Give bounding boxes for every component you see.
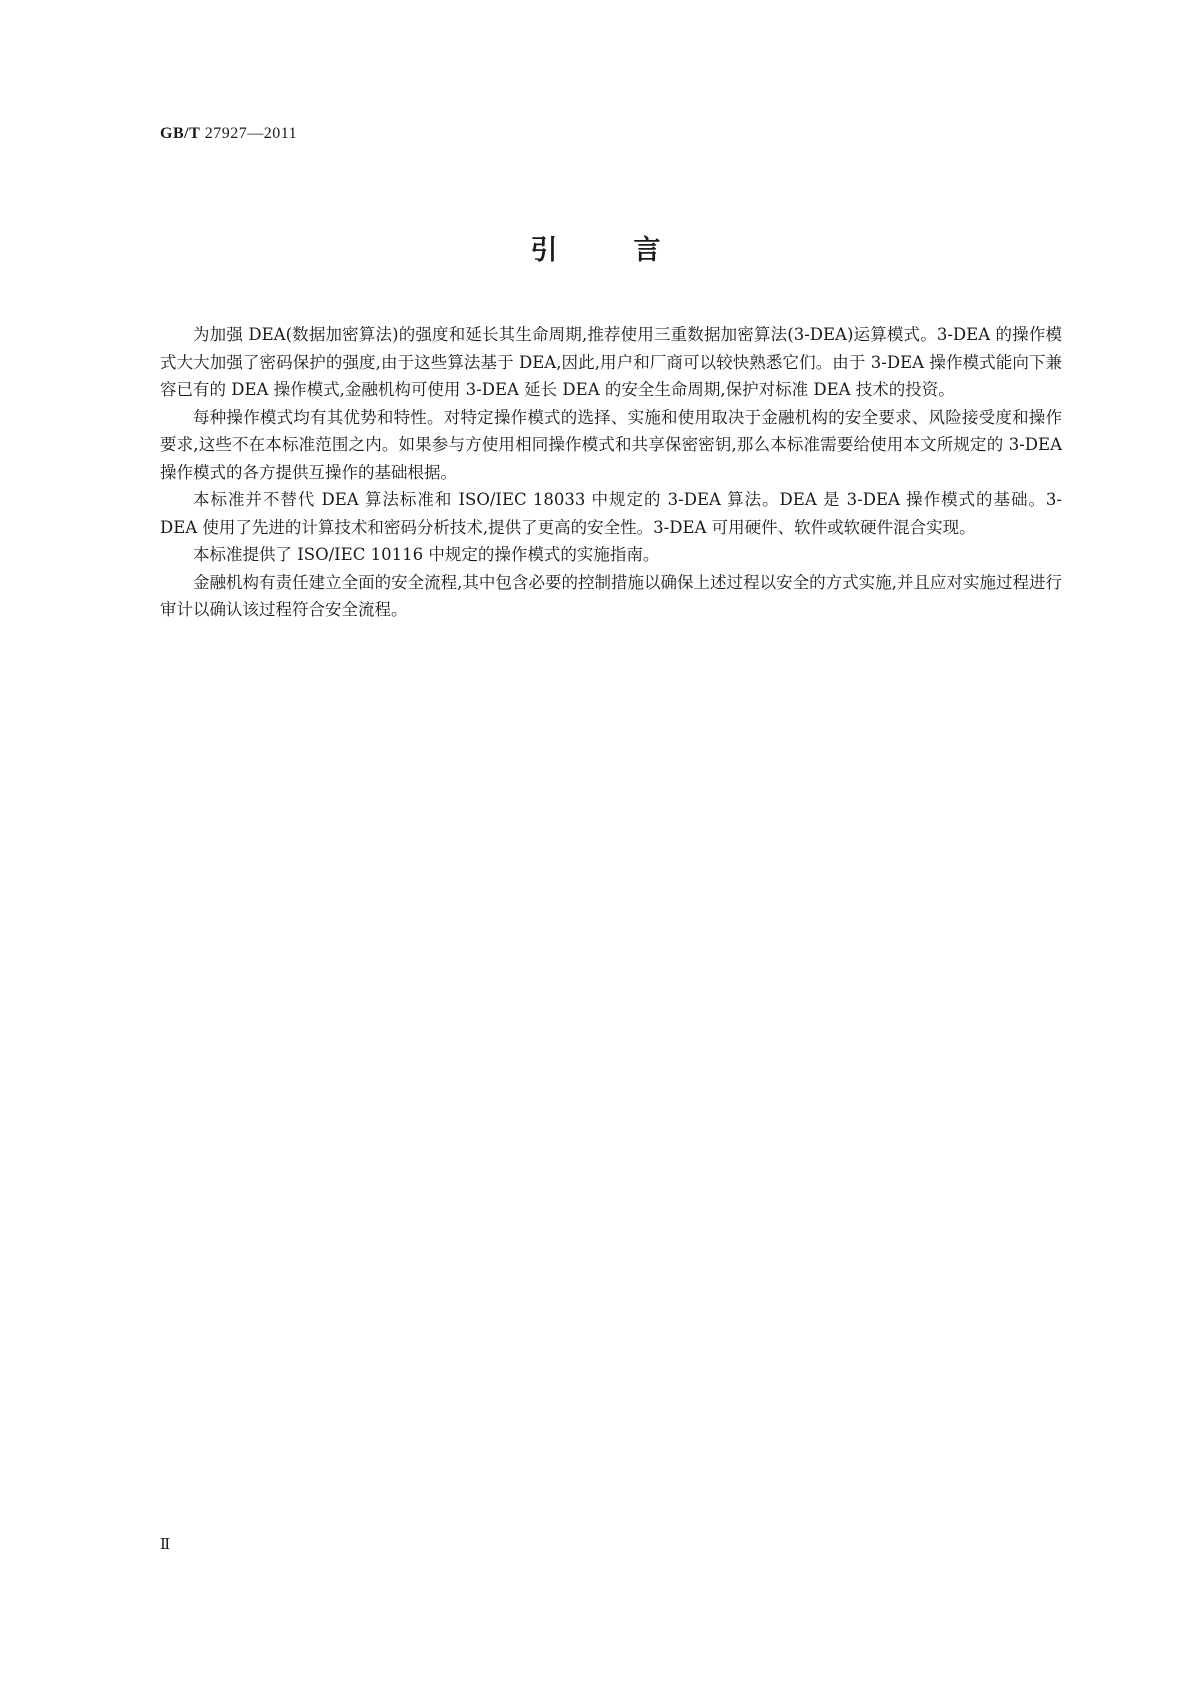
paragraph-2: 每种操作模式均有其优势和特性。对特定操作模式的选择、实施和使用取决于金融机构的安全要求、风险接受度和操作要求,这些不在本标准范围之内。如果参与方使用相同操作模式和共享保密密钥,那么本标准需要给使用本文所规定的 3-DEA 操作模式的各方提供互操作的基础根据。	[160, 407, 1062, 482]
paragraph-5: 金融机构有责任建立全面的安全流程,其中包含必要的控制措施以确保上述过程以安全的方式实施,并且应对实施过程进行审计以确认该过程符合安全流程。	[160, 572, 1062, 619]
introduction-body	[160, 321, 1062, 624]
title-char-2: 言	[633, 235, 661, 266]
page-title	[0, 228, 1191, 267]
paragraph-1: 为加强 DEA(数据加密算法)的强度和延长其生命周期,推荐使用三重数据加密算法(3-DEA)运算模式。3-DEA 的操作模式大大加强了密码保护的强度,由于这些算法基于 DEA,因此,用户和厂商可以较快熟悉它们。由于 3-DEA 操作模式能向下兼容已有的 DEA 操作模式,金融机构可使用 3-DEA 延长 DEA 的安全生命周期,保护对标准 DEA 技术的投资。	[160, 325, 1062, 399]
title-char-1: 引	[530, 235, 558, 266]
paragraph-3: 本标准并不替代 DEA 算法标准和 ISO/IEC 18033 中规定的 3-DEA 算法。DEA 是 3-DEA 操作模式的基础。3-DEA 使用了先进的计算技术和密码分析技术,提供了更高的安全性。3-DEA 可用硬件、软件或软硬件混合实现。	[160, 490, 1062, 537]
standard-number: 27927—2011	[204, 125, 298, 142]
standard-code	[160, 125, 297, 143]
page-number: Ⅱ	[160, 1537, 171, 1553]
standard-prefix: GB/T	[160, 125, 201, 142]
paragraph-4: 本标准提供了 ISO/IEC 10116 中规定的操作模式的实施指南。	[193, 545, 660, 564]
